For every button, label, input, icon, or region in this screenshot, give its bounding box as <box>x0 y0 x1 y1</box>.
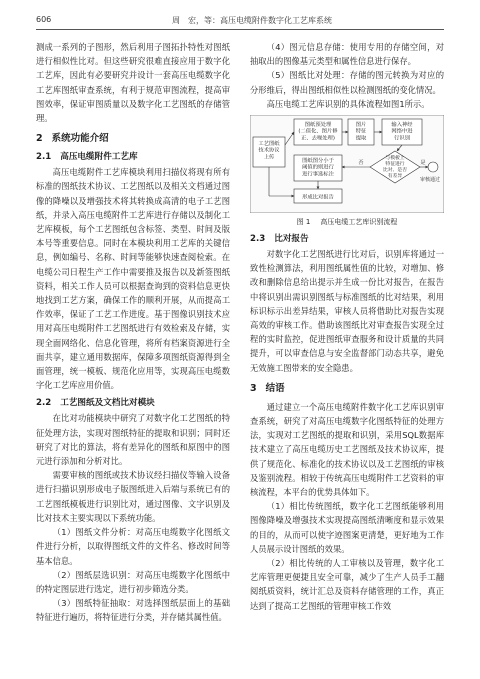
section-title: 结语 <box>265 382 285 394</box>
feature-label-line: 图片 <box>355 122 367 129</box>
cut-label-line: 阈值的则进行 <box>302 164 334 171</box>
feature-extract-box-label <box>356 120 367 141</box>
section-number: 2.3 <box>250 234 266 245</box>
judge-label-line: 有差异 <box>387 174 403 180</box>
right-paragraph: 对数字化工艺图纸进行比对后，识别库将通过一致性检测算法，利用图纸属性值的比较，对增加、修改和删除信息给出提示并生成一份比对报告，在报告中将识别出需识别图纸与标准图纸的比对结果，利用标识标示出差异结果，审核人员将借助比对报告实现高效的审核工作。借助该图纸比对审查报告实现全过程的实时监控，促进图纸审查服务和设计质量的共同提升，可以审查信息与安全监督部门动态共享，避免无效施工图带来的安全隐患。 <box>250 249 444 373</box>
right-section-heading <box>250 232 444 246</box>
left-paragraph: 需要审核的图纸或技术协议经扫描仪等输入设备进行扫描识别形成电子版图纸进入后端与系统已有的工艺图纸模板进行识别比对，通过图像、文字识别及比对技术主要实现以下系统功能。 <box>36 470 230 523</box>
section-number: 3 <box>250 382 257 394</box>
right-column <box>250 40 444 613</box>
preprocess-label-line: (二值化、图片修 <box>298 128 338 135</box>
left-section-heading <box>36 150 230 164</box>
template-label-line: 行识别 <box>394 135 410 142</box>
right-section-heading <box>250 382 444 396</box>
left-paragraph: （3）图纸特征抽取：对选择图纸层面上的基础特征进行遍历，将特征进行分类，并存储其属性值。 <box>36 598 230 623</box>
figure-caption-number: 图 1 <box>296 218 311 227</box>
flowchart-figure <box>250 115 444 213</box>
left-section-heading <box>36 132 230 146</box>
section-title: 工艺图纸及文档比对模块 <box>60 398 155 409</box>
flowchart-svg <box>250 115 444 213</box>
preprocess-label-line: 正、去噪处理) <box>301 135 335 142</box>
left-section-heading <box>36 396 230 410</box>
right-paragraph: 通过建立一个高压电缆附件数字化工艺库识别审查系统，研究了对高压电缆数字化图纸特征的处理方法，实现对工艺图纸的提取和识别，采用SQL数据库技术建立了高压电缆历史工艺图纸及技术协议库，提供了规范化、标准化的技术协议以及工艺图纸的审核及鉴别流程。相较于传统高压电缆附件工艺资料的审核流程，本平台的优势具体如下。 <box>250 401 444 498</box>
end-circle <box>428 162 438 172</box>
upload-label-line: 工艺图纸 <box>258 141 280 148</box>
right-paragraph: （4）图元信息存储：使用专用的存储空间，对抽取出的图像基元类型和属性信息进行保存。 <box>250 42 444 67</box>
template-label-line: 网络中进 <box>391 128 413 135</box>
left-paragraph: 测成一系列的子图形，然后利用子图拓扑特性对图纸进行相似性比对。但这些研究很难直接应用于数字化工艺库，因此有必要研究并设计一套高压电缆数字化工艺库图纸审查系统，有利于规范审图流程，提高审图效率，保证审图质量以及数字化工艺图纸的存储管理。 <box>36 42 230 124</box>
figure-caption-text: 高压电缆工艺库识别流程 <box>320 218 398 227</box>
section-number: 2 <box>36 133 43 145</box>
template-label-line: 输入神经 <box>391 122 413 129</box>
feature-label-line: 特征 <box>355 128 367 135</box>
right-paragraph: （5）图纸比对处理：存储的图元转换为对应的分形维后，得出图纸相似性以检测图纸的变化情况。 <box>250 70 444 95</box>
check-pass-label: 审核通过 <box>419 177 441 184</box>
judge-label-line: 特征进行 <box>385 162 405 168</box>
decision-yes-label: 是 <box>420 160 426 167</box>
result-label-line: 形成比对报告 <box>302 194 334 201</box>
section-number: 2.2 <box>36 398 52 409</box>
section-number: 2.1 <box>36 152 52 163</box>
left-paragraph: （1）图纸文件分析：对高压电缆数字化图纸文件进行分析，以取得图纸文件的文件名、修改时间等基本信息。 <box>36 527 230 566</box>
cut-label-line: 图纸图分小于 <box>302 158 334 165</box>
section-title: 高压电缆附件工艺库 <box>60 152 138 163</box>
decision-no-label: 否 <box>358 160 364 167</box>
upload-label-line: 上传 <box>263 154 275 161</box>
left-paragraph: 高压电缆附件工艺库模块利用扫描仪将现有所有标准的图纸技术协议、工艺图纸以及相关文档通过图像的降噪以及增强技术将其转换成高清的电子工艺图纸，并录入高压电缆附件工艺库进行存储以及制化工艺库模板，每个工艺图纸包含标签、类型、时间及版本号等重要信息。同时在本模块利用工艺库的关键信息，例如编号、名称、时间等能够快速查阅检索。在电缆公司日程生产工作中需要推及报告以及新签图纸资料，相关工作人员可以根据查询到的资料信息更快地找到工艺方案，确保工作的顺利开展，从而提高工作效率，保证了工艺工作进度。基于图像识别技术应用对高压电缆附件工艺图纸进行有效检索及存储，实现全面网络化、信息化管理，将所有档案资源进行全面共享，建立通用数据库，保障多项图纸资源得到全面管理，统一模板、规范化应用等，实现高压电缆数字化工艺库应用价值。 <box>36 167 230 391</box>
section-title: 比对报告 <box>274 234 309 245</box>
feature-label-line: 提取 <box>355 135 367 142</box>
left-paragraph: （2）图纸层选识别：对高压电缆数字化图纸中的特定图层进行选定，进行初步筛选分类。 <box>36 569 230 594</box>
judge-label-line: 与模板上 <box>385 156 405 162</box>
figure-caption <box>250 216 444 228</box>
right-column-top <box>250 40 444 111</box>
running-title: 周 宏，等：高压电缆附件数字化工艺库系统 <box>172 16 332 25</box>
cut-label-line: 进行事选标注 <box>302 171 334 178</box>
header-rule <box>36 29 444 30</box>
left-column <box>36 40 230 625</box>
judge-label-line: 比对、是否 <box>383 168 407 174</box>
threshold-mark-box-label <box>302 156 334 177</box>
preprocess-label-line: 图纸预处理 <box>304 122 332 129</box>
left-paragraph: 在比对功能模块中研究了对数字化工艺图纸的特征处理方法，实现对图纸特征的提取和识别；同时还研究了对比的算法，将有差异化的图纸和原图中的图元进行添加和分析对比。 <box>36 413 230 467</box>
right-paragraph: （2）相比传统的人工审核以及管理，数字化工艺库管理更便捷且安全可靠，减少了生产人员手工翻阅纸质资料，统计汇总及资料存储管理的工作，真正达到了提高工艺图纸的管理审核工作效 <box>250 558 444 611</box>
page-number: 606 <box>36 15 52 24</box>
right-column-bottom <box>250 232 444 613</box>
section-title: 系统功能介绍 <box>51 133 109 145</box>
right-paragraph: 高压电缆工艺库识别的具体流程如图1所示。 <box>266 98 430 109</box>
report-box-label <box>302 193 334 201</box>
upload-label-line: 技术协议 <box>258 147 280 154</box>
right-paragraph: （1）相比传统图纸，数字化工艺图纸能够利用图像降噪及增强技术实现提高图纸清晰度和显示效果的目的，从而可以使字迹图案更清楚，更好地为工作人员展示设计图纸的效果。 <box>250 501 444 554</box>
